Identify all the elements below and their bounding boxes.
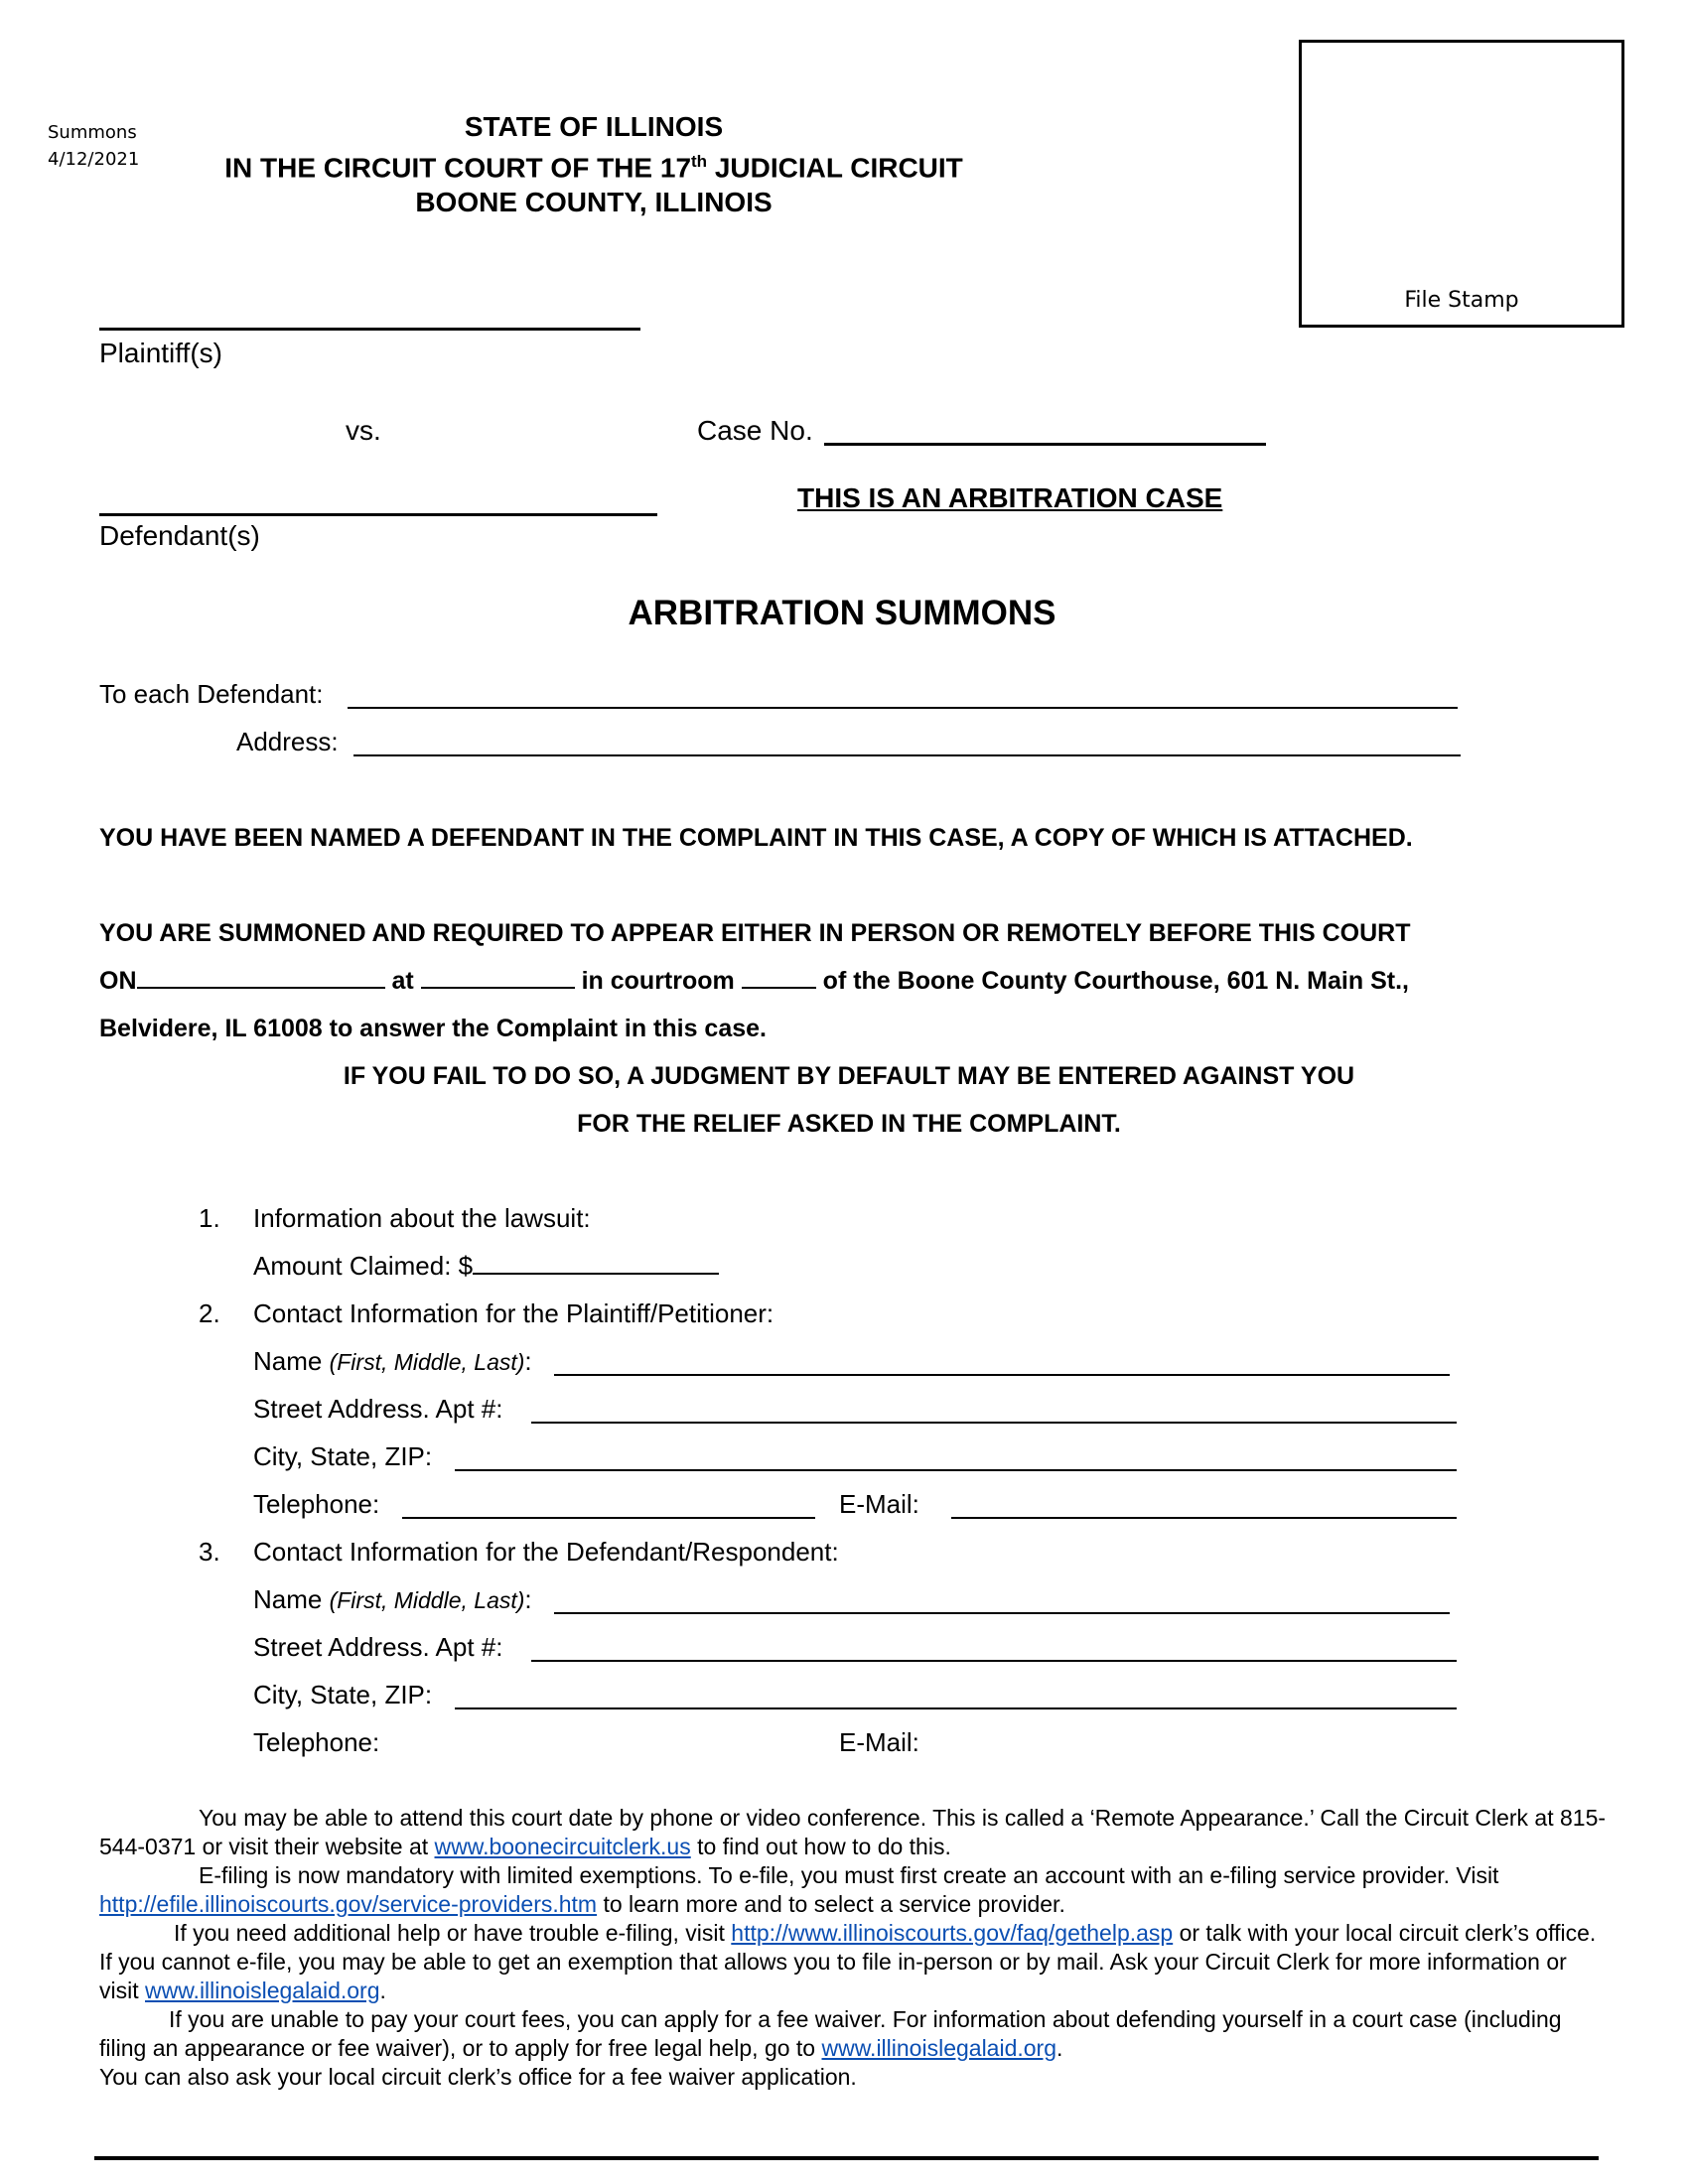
defendant-line[interactable] (99, 513, 657, 516)
page-title: ARBITRATION SUMMONS (628, 594, 1056, 632)
plaintiff-city-label: City, State, ZIP: (253, 1441, 433, 1471)
header-county: BOONE COUNTY, ILLINOIS (415, 187, 773, 218)
fee-waiver-note: If you are unable to pay your court fees, you can apply for a fee waiver. For information about defending yourself in a court case (including filing an appearance or fee waiver), or to apply for free legal help, go to www.illinoislegalaid.org. (99, 2006, 1562, 2061)
plaintiff-line[interactable] (99, 328, 640, 331)
address-line[interactable] (353, 754, 1461, 756)
defendant-street-line[interactable] (531, 1660, 1457, 1662)
named-notice: YOU HAVE BEEN NAMED A DEFENDANT IN THE COMPLAINT IN THIS CASE, A COPY OF WHICH IS ATTACHED. (99, 824, 1413, 852)
plaintiff-email-line[interactable] (951, 1517, 1457, 1519)
defendant-label: Defendant(s) (99, 520, 260, 551)
courtroom-blank[interactable] (742, 965, 816, 989)
plaintiff-name-line[interactable] (554, 1374, 1450, 1376)
summoned-line2: ON at in courtroom of the Boone County Courthouse, 601 N. Main St., (99, 967, 1409, 995)
efile-providers-link[interactable]: http://efile.illinoiscourts.gov/service-providers.htm (99, 1891, 598, 1917)
section1-number: 1. (199, 1203, 220, 1233)
defendant-name-line[interactable] (554, 1612, 1450, 1614)
date-blank[interactable] (137, 965, 385, 989)
amount-claimed: Amount Claimed: $ (253, 1251, 719, 1282)
efiling-note: E-filing is now mandatory with limited exemptions. To e-file, you must first create an account with an e-filing service provider. Visit http://efile.illinoiscourts.gov/service-providers.htm to learn more and to select a service provider. (99, 1862, 1499, 1917)
header-state: STATE OF ILLINOIS (464, 111, 724, 142)
plaintiff-phone-line[interactable] (402, 1517, 815, 1519)
plaintiff-street-label: Street Address. Apt #: (253, 1394, 503, 1424)
defendant-city-label: City, State, ZIP: (253, 1680, 433, 1709)
defendant-city-line[interactable] (455, 1707, 1457, 1709)
defendant-email-label: E-Mail: (839, 1727, 919, 1757)
bottom-rule (94, 2156, 1599, 2160)
section2-number: 2. (199, 1298, 220, 1328)
form-name: Summons (48, 122, 137, 143)
plaintiff-phone-label: Telephone: (253, 1489, 380, 1519)
plaintiff-email-label: E-Mail: (839, 1489, 919, 1519)
section3-number: 3. (199, 1537, 220, 1567)
clerk-website-link[interactable]: www.boonecircuitclerk.us (434, 1834, 691, 1859)
summoned-line1: YOU ARE SUMMONED AND REQUIRED TO APPEAR EITHER IN PERSON OR REMOTELY BEFORE THIS COURT (99, 919, 1411, 947)
defendant-name-label: Name (First, Middle, Last): (253, 1584, 532, 1614)
defendant-street-label: Street Address. Apt #: (253, 1632, 503, 1662)
arbitration-notice: THIS IS AN ARBITRATION CASE (797, 482, 1223, 513)
help-note: If you need additional help or have trouble e-filing, visit http://www.illinoiscourts.gov/faq/gethelp.asp or talk with your local circuit clerk’s office. If you cannot e-file, you may be able to get an exemption that allows you to file in-person or by mail. Ask your Circuit Clerk for more information or visit www.illinoislegalaid.org. (99, 1920, 1597, 2003)
form-date: 4/12/2021 (48, 149, 140, 170)
to-defendant-label: To each Defendant: (99, 679, 324, 709)
plaintiff-street-line[interactable] (531, 1422, 1457, 1424)
section2-title: Contact Information for the Plaintiff/Petitioner: (253, 1298, 774, 1328)
section3-title: Contact Information for the Defendant/Respondent: (253, 1537, 839, 1567)
amount-blank[interactable] (473, 1251, 719, 1275)
fee-waiver-application-note: You can also ask your local circuit clerk’s office for a fee waiver application. (99, 2064, 857, 2090)
warning-line2: FOR THE RELIEF ASKED IN THE COMPLAINT. (577, 1110, 1121, 1138)
legalaid-link-1[interactable]: www.illinoislegalaid.org (145, 1978, 380, 2003)
section1-title: Information about the lawsuit: (253, 1203, 591, 1233)
case-no-label: Case No. (697, 415, 813, 446)
file-stamp-box (1299, 40, 1624, 328)
plaintiff-label: Plaintiff(s) (99, 338, 222, 368)
gethelp-link[interactable]: http://www.illinoiscourts.gov/faq/gethelp.asp (731, 1920, 1174, 1946)
address-label: Address: (236, 727, 339, 756)
header-court: IN THE CIRCUIT COURT OF THE 17th JUDICIAL CIRCUIT (224, 152, 963, 184)
vs-label: vs. (346, 415, 381, 446)
legalaid-link-2[interactable]: www.illinoislegalaid.org (821, 2035, 1057, 2061)
summoned-line3: Belvidere, IL 61008 to answer the Complaint in this case. (99, 1015, 767, 1042)
case-no-line[interactable] (824, 443, 1266, 446)
instructions (99, 1804, 1609, 2092)
to-defendant-line[interactable] (348, 707, 1458, 709)
defendant-phone-label: Telephone: (253, 1727, 380, 1757)
warning-line1: IF YOU FAIL TO DO SO, A JUDGMENT BY DEFAULT MAY BE ENTERED AGAINST YOU (343, 1062, 1355, 1090)
file-stamp-label: File Stamp (1404, 288, 1519, 313)
plaintiff-city-line[interactable] (455, 1469, 1457, 1471)
plaintiff-name-label: Name (First, Middle, Last): (253, 1346, 532, 1376)
time-blank[interactable] (421, 965, 575, 989)
remote-appearance-note: You may be able to attend this court date by phone or video conference. This is called a ‘Remote Appearance.’ Call the Circuit Clerk at 815-544-0371 or visit their website at www.boonecircuitclerk.us to find out how to do this. (99, 1805, 1607, 1859)
